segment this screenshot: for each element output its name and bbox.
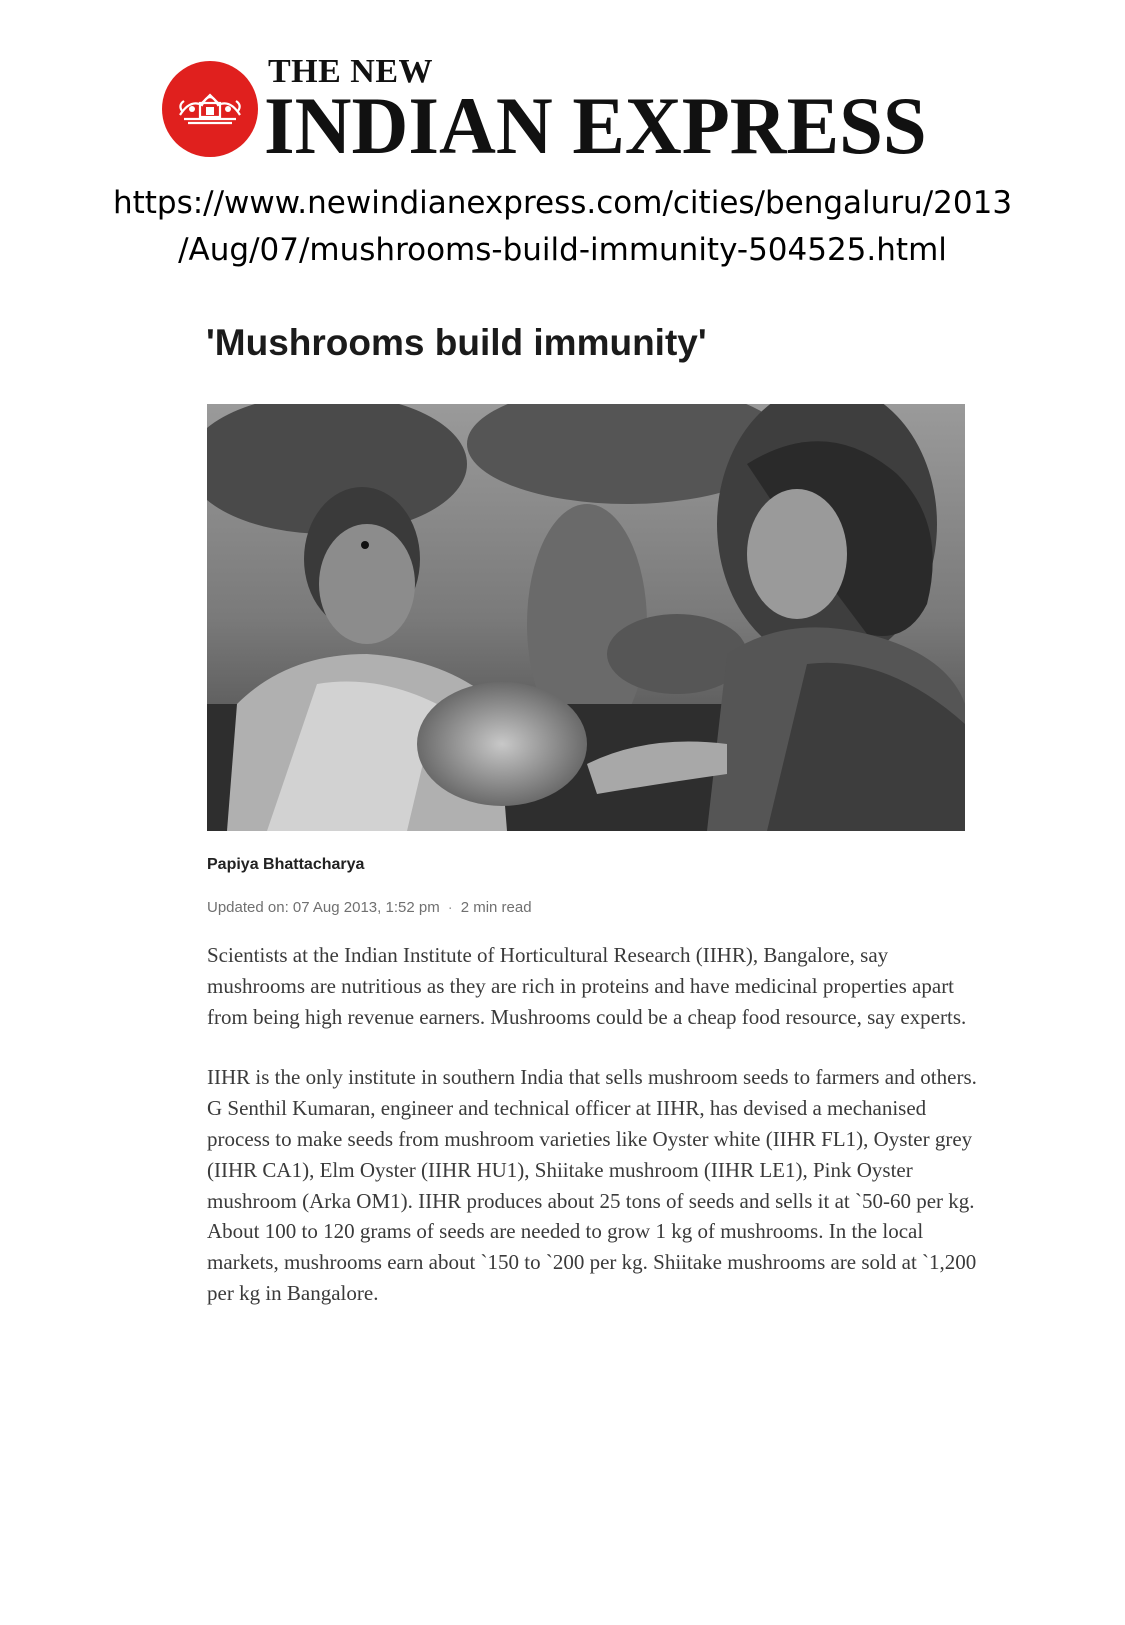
article-photo bbox=[207, 404, 965, 831]
newspaper-emblem-icon bbox=[160, 59, 260, 159]
source-url bbox=[0, 180, 1125, 274]
article-body bbox=[207, 940, 977, 1339]
brand-main-text: INDIAN EXPRESS bbox=[264, 80, 927, 171]
article-author[interactable]: Papiya Bhattacharya bbox=[207, 856, 365, 873]
article-paragraph: Scientists at the Indian Institute of Horticultural Research (IIHR), Bangalore, say mushrooms are nutritious as they are rich in proteins and have medicinal properties apart from being high revenue earners. Mushrooms could be a cheap food resource, say experts. bbox=[207, 943, 967, 1029]
article-meta bbox=[207, 899, 532, 916]
source-url-line-1: https://www.newindianexpress.com/cities/bengaluru/2013 bbox=[112, 185, 1013, 221]
meta-separator: · bbox=[447, 899, 453, 916]
brand-top-text: THE NEW bbox=[268, 53, 434, 90]
article-paragraph: IIHR is the only institute in southern India that sells mushroom seeds to farmers and others. G Senthil Kumaran, engineer and technical officer at IIHR, has devised a mechanised process to make seeds from mushroom varieties like Oyster white (IIHR FL1), Oyster grey (IIHR CA1), Elm Oyster (IIHR HU1), Shiitake mushroom (IIHR LE1), Pink Oyster mushroom (Arka OM1). IIHR produces about 25 tons of seeds and sells it at `50-60 per kg. About 100 to 120 grams of seeds are needed to grow 1 kg of mushrooms. In the local markets, mushrooms earn about `150 to `200 per kg. Shiitake mushrooms are sold at `1,200 per kg in Bangalore. bbox=[207, 1065, 977, 1305]
article-headline: 'Mushrooms build immunity' bbox=[206, 322, 707, 363]
read-time: 2 min read bbox=[460, 899, 532, 916]
updated-timestamp: Updated on: 07 Aug 2013, 1:52 pm bbox=[207, 899, 440, 916]
masthead bbox=[160, 53, 980, 171]
source-url-line-2: /Aug/07/mushrooms-build-immunity-504525.html bbox=[178, 232, 947, 268]
